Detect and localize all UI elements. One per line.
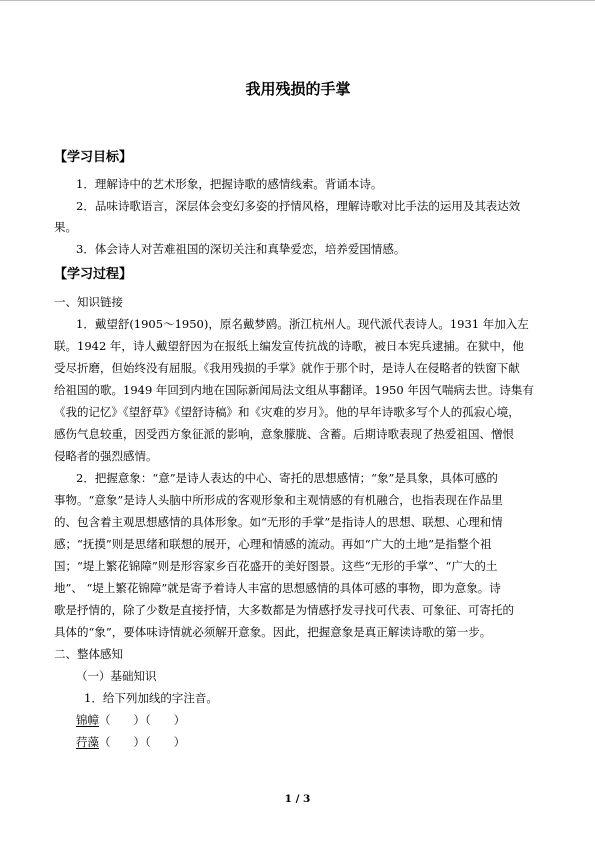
objective-1: 1．理解诗中的艺术形象，把握诗歌的感情线索。背诵本诗。 [76, 177, 383, 191]
underlined-word: 锦幛 [76, 713, 99, 727]
pinyin-item-1 [76, 712, 185, 728]
objective-2: 2．品味诗歌语言，深层体会变幻多姿的抒情风格，理解诗歌对比手法的运用及其表达效 [76, 199, 521, 213]
pinyin-blank[interactable]: （ ）（ ） [99, 713, 186, 727]
para1-line: 1．戴望舒(1905～1950)，原名戴梦鸥。浙江杭州人。现代派代表诗人。1931 年加入左 [76, 317, 529, 331]
para1-line: 《我的记忆》《望舒草》《望舒诗稿》和《灾难的岁月》。他的早年诗歌多写个人的孤寂心境， [54, 405, 520, 419]
para2-line: 感；“抚摸”则是思绪和联想的展开，心理和情感的流动。再如“广大的土地”是指整个祖 [54, 537, 492, 551]
para1-line: 给祖国的歌。1949 年回到内地在国际新闻局法文组从事翻译。1950 年因气喘病去世。诗集有 [54, 383, 534, 397]
para1-line: 侵略者的强烈感情。 [54, 449, 158, 463]
section-overall-perception: 二、整体感知 [54, 647, 123, 661]
objectives-heading: 【学习目标】 [54, 150, 133, 165]
objective-2-continued: 果。 [54, 220, 77, 234]
para1-line: 联。1942 年，诗人戴望舒因为在报纸上编发宣传抗战的诗歌，被日本宪兵逮捕。在狱中，他 [54, 339, 524, 353]
para1-line: 受尽折磨，但始终没有屈服。《我用残损的手掌》就作于那个时，是诗人在侵略者的铁窗下献 [54, 361, 520, 375]
top-border-rule [0, 0, 595, 1]
para2-line: 具体的“象”，要体味诗情就必须解开意象。因此，把握意象是真正解读诗歌的第一步。 [54, 625, 492, 639]
page-number: 1 / 3 [284, 793, 311, 805]
underlined-word: 荇藻 [76, 735, 99, 749]
para2-line: 歌是抒情的，除了少数是直接抒情，大多数都是为情感抒发寻找可代表、可象征、可寄托的 [54, 603, 514, 617]
para2-line: 事物。“意象”是诗人头脑中所形成的客观形象和主观情感的有机融合，也指表现在作品里 [54, 493, 503, 507]
para2-line: 的、包含着主观思想感情的具体形象。如“无形的手掌”是指诗人的思想、联想、心理和情 [54, 515, 503, 529]
question-1: 1．给下列加线的字注音。 [84, 691, 218, 705]
objective-3: 3．体会诗人对苦难祖国的深切关注和真挚爱恋，培养爱国情感。 [76, 242, 406, 256]
para2-line: 国；“堤上繁花锦障”则是形容家乡百花盛开的美好图景。这些“无形的手掌”、“广大的土 [54, 559, 498, 573]
para2-line: 地”、 “堤上繁花锦障”就是寄予着诗人丰富的思想感情的具体可感的事物，即为意象。诗 [54, 581, 501, 595]
section-knowledge-link: 一、知识链接 [54, 295, 123, 309]
para2-line: 2．把握意象：“意”是诗人表达的中心、寄托的思想感情；“象”是具象，具体可感的 [76, 471, 498, 485]
para1-line: 感伤气息较重，因受西方象征派的影响，意象朦胧、含蓄。后期诗歌表现了热爱祖国、憎恨 [54, 427, 514, 441]
pinyin-blank[interactable]: （ ）（ ） [99, 735, 186, 749]
process-heading: 【学习过程】 [54, 267, 133, 282]
subsection-basic-knowledge: （一）基础知识 [76, 669, 157, 683]
pinyin-item-2 [76, 734, 185, 750]
document-title: 我用残损的手掌 [245, 80, 351, 98]
